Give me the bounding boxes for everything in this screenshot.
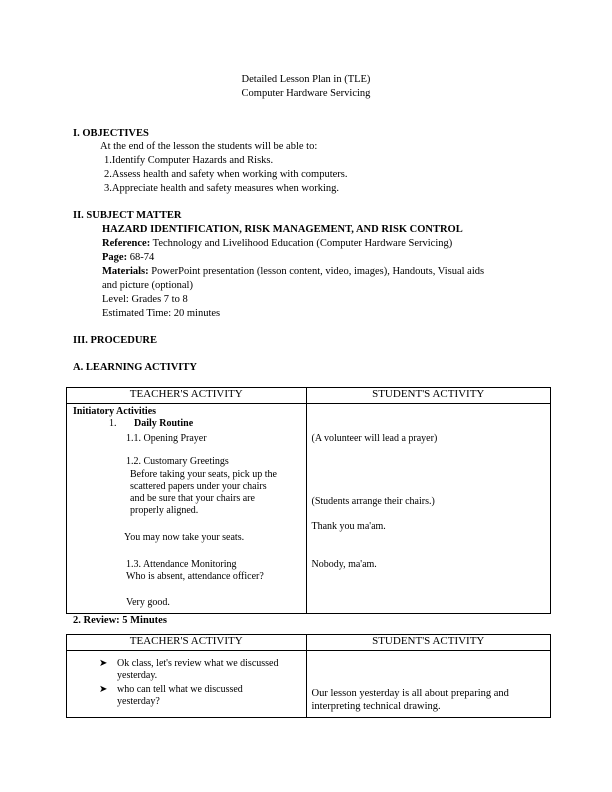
page-value: 68-74 [127,252,155,263]
review-heading: 2. Review: 5 Minutes [73,615,167,626]
learning-activity-heading: A. LEARNING ACTIVITY [73,362,197,373]
learning-activity-table [66,387,551,614]
objective-item: 2.Assess health and safety when working with computers. [104,169,348,180]
initiatory-activities: Initiatory Activities [73,406,157,417]
daily-routine-number: 1. [109,418,117,429]
take-seats-instruction: You may now take your seats. [124,532,245,543]
procedure-heading: III. PROCEDURE [73,335,158,346]
page-label: Page: [102,252,128,263]
student-attendance-response: Nobody, ma'am. [311,559,377,570]
attendance-monitoring: 1.3. Attendance Monitoring [126,559,237,570]
greeting-line: Before taking your seats, pick up the [130,469,277,480]
estimated-time: Estimated Time: 20 minutes [102,308,221,319]
materials-continued: and picture (optional) [102,280,193,291]
arrow-bullet-icon: ➤ [99,658,108,669]
teacher-activity-cell [67,404,307,614]
teacher-activity-header: TEACHER'S ACTIVITY [67,635,307,651]
student-thanks-response: Thank you ma'am. [311,521,386,532]
materials-label: Materials: [102,266,149,277]
student-activity-header: STUDENT'S ACTIVITY [306,388,551,404]
document-subtitle: Computer Hardware Servicing [241,88,371,99]
document-title: Detailed Lesson Plan in (TLE) [241,74,371,85]
daily-routine-label: Daily Routine [134,418,194,429]
objectives-intro: At the end of the lesson the students will be able to: [100,141,318,152]
greeting-line: scattered papers under your chairs [130,481,267,492]
student-arrange-response: (Students arrange their chairs.) [311,496,435,507]
objectives-heading: I. OBJECTIVES [73,128,149,139]
reference-line [102,237,452,250]
opening-prayer: 1.1. Opening Prayer [126,433,207,444]
objective-item: 3.Appreciate health and safety measures when working. [104,183,339,194]
review-question: who can tell what we discussed [117,684,243,695]
page-line [102,251,154,264]
arrow-bullet-icon: ➤ [99,684,108,695]
subject-matter-heading: II. SUBJECT MATTER [73,210,182,221]
review-prompt-continued: yesterday. [117,670,158,681]
grade-level: Level: Grades 7 to 8 [102,294,188,305]
objective-item: 1.Identify Computer Hazards and Risks. [104,155,274,166]
review-table [66,634,551,718]
customary-greetings: 1.2. Customary Greetings [126,456,229,467]
review-question-continued: yesterday? [117,696,160,707]
reference-value: Technology and Livelihood Education (Computer Hardware Servicing) [150,238,453,249]
student-review-answer-continued: interpreting technical drawing. [311,701,441,712]
materials-value: PowerPoint presentation (lesson content, video, images), Handouts, Visual aids [148,266,485,277]
student-activity-cell [306,404,551,614]
student-prayer-response: (A volunteer will lead a prayer) [311,433,438,444]
reference-label: Reference: [102,238,151,249]
greeting-line: and be sure that your chairs are [130,493,255,504]
review-prompt: Ok class, let's review what we discussed [117,658,279,669]
student-activity-header: STUDENT'S ACTIVITY [306,635,551,651]
student-activity-cell [306,651,551,718]
very-good-remark: Very good. [126,597,170,608]
materials-line [102,265,484,278]
topic-title: HAZARD IDENTIFICATION, RISK MANAGEMENT, AND RISK CONTROL [102,224,463,235]
teacher-activity-cell [67,651,307,718]
greeting-line: properly aligned. [130,505,199,516]
teacher-activity-header: TEACHER'S ACTIVITY [67,388,307,404]
student-review-answer: Our lesson yesterday is all about preparing and [311,688,509,699]
attendance-question: Who is absent, attendance officer? [126,571,264,582]
